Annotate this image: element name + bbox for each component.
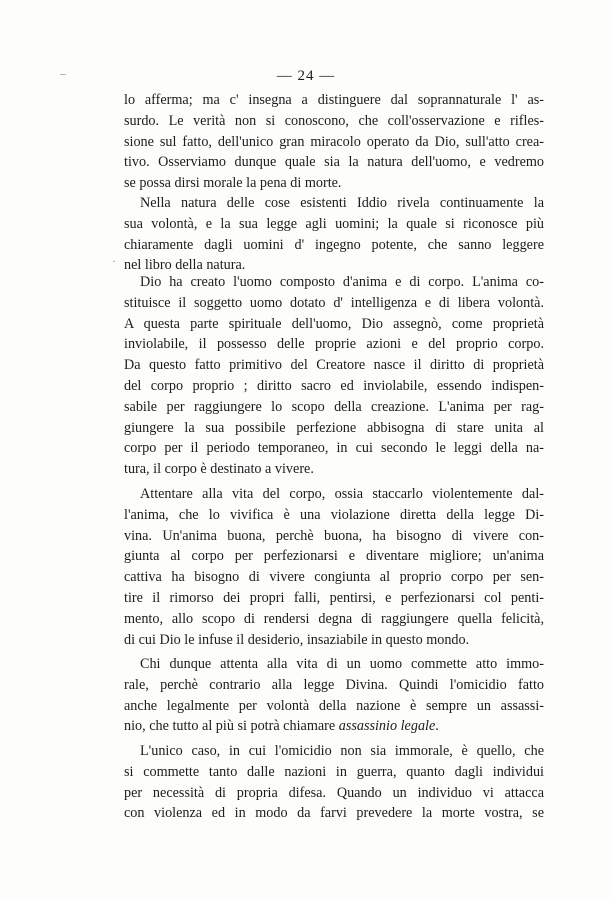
- text-line: di cui Dio le infuse il desiderio, insaziabile in questo mondo.: [124, 631, 470, 648]
- text-line: nel libro della natura.: [124, 257, 246, 274]
- text-fragment: nio, che tutto al più si potrà chiamare: [124, 718, 336, 735]
- paragraph-4: [124, 484, 544, 650]
- text-line: vina. Un'anima buona, perchè buona, ha bisogno di vivere con-: [124, 527, 544, 544]
- text-line: inviolabile, il possesso delle proprie azioni e del proprio corpo.: [124, 336, 544, 353]
- page-number: — 24 —: [276, 68, 336, 84]
- text-line: Dio ha creato l'uomo composto d'anima e di corpo. L'anima co-: [140, 274, 544, 290]
- text-line: del corpo proprio ; diritto sacro ed inviolabile, essendo indispen-: [124, 377, 544, 394]
- text-line: lo afferma; ma c' insegna a distinguere dal soprannaturale l' as-: [124, 92, 544, 108]
- text-line: chiaramente dagli uomini d' ingegno potente, che sanno leggere: [124, 236, 544, 253]
- paragraph-2: [124, 193, 544, 276]
- text-line: mento, allo scopo di rendersi degna di raggiungere quella felicità,: [124, 610, 544, 627]
- text-line: sione sul fatto, dell'unico gran miracolo operato da Dio, sull'atto crea-: [124, 133, 544, 150]
- text-line: anche legalmente per volontà della nazione è sempre un assassi-: [124, 697, 544, 714]
- paragraph-5: [124, 654, 544, 737]
- text-line: con violenza ed in modo da farvi prevedere la morte vostra, se: [124, 805, 544, 822]
- text-line: si commette tanto dalle nazioni in guerra, quanto dagli individui: [124, 763, 544, 780]
- text-line: giunta al corpo per perfezionarsi e diventare migliore; un'anima: [124, 548, 544, 565]
- paragraph-6: [124, 741, 544, 824]
- text-line: Attentare alla vita del corpo, ossia staccarlo violentemente dal-: [140, 486, 544, 502]
- text-line: cattiva ha bisogno di vivere congiunta al proprio corpo per sen-: [124, 569, 544, 586]
- paragraph-3: [124, 272, 544, 480]
- text-line: L'unico caso, in cui l'omicidio non sia immorale, è quello, che: [140, 743, 544, 759]
- text-line: Da questo fatto primitivo del Creatore nasce il diritto di proprietà: [124, 357, 544, 374]
- text-line: per necessità di propria difesa. Quando un individuo vi attacca: [124, 784, 544, 801]
- text-line: se possa dirsi morale la pena di morte.: [124, 175, 342, 192]
- text-line: l'anima, che lo vivifica è una violazione diretta della legge Di-: [124, 506, 544, 523]
- text-line: tivo. Osserviamo dunque quale sia la natura dell'uomo, e vedremo: [124, 154, 544, 171]
- text-line: sua volontà, e la sua legge agli uomini; la quale si riconosce più: [124, 215, 544, 232]
- italic-term: assassinio legale: [338, 718, 436, 735]
- scan-mark: –: [60, 66, 66, 80]
- text-line-with-italic: [124, 716, 544, 737]
- paragraph-1: [124, 90, 544, 194]
- text-line: rale, perchè contrario alla legge Divina. Quindi l'omicidio fatto: [124, 676, 544, 693]
- text-line: A questa parte spirituale dell'uomo, Dio assegnò, come proprietà: [124, 315, 544, 332]
- text-line: corpo per il periodo temporaneo, in cui secondo le leggi della na-: [124, 440, 544, 457]
- text-line: surdo. Le verità non si conoscono, che coll'osservazione e rifles-: [124, 112, 544, 129]
- text-line: Chi dunque attenta alla vita di un uomo commette atto immo-: [140, 656, 544, 672]
- text-fragment: .: [435, 718, 439, 735]
- text-line: tura, il corpo è destinato a vivere.: [124, 461, 314, 478]
- text-line: tire il rimorso dei propri falli, pentirsi, e perfezionarsi col penti-: [124, 589, 544, 606]
- text-line: stituisce il soggetto uomo dotato d' intelligenza e di libera volontà.: [124, 294, 544, 311]
- text-line: giungere la sua possibile perfezione abbisogna di stare unita al: [124, 419, 544, 436]
- text-line: sabile per raggiungere lo scopo della creazione. L'anima per rag-: [124, 398, 544, 415]
- scan-mark: ·: [112, 254, 116, 268]
- text-line: Nella natura delle cose esistenti Iddio rivela continuamente la: [140, 195, 544, 211]
